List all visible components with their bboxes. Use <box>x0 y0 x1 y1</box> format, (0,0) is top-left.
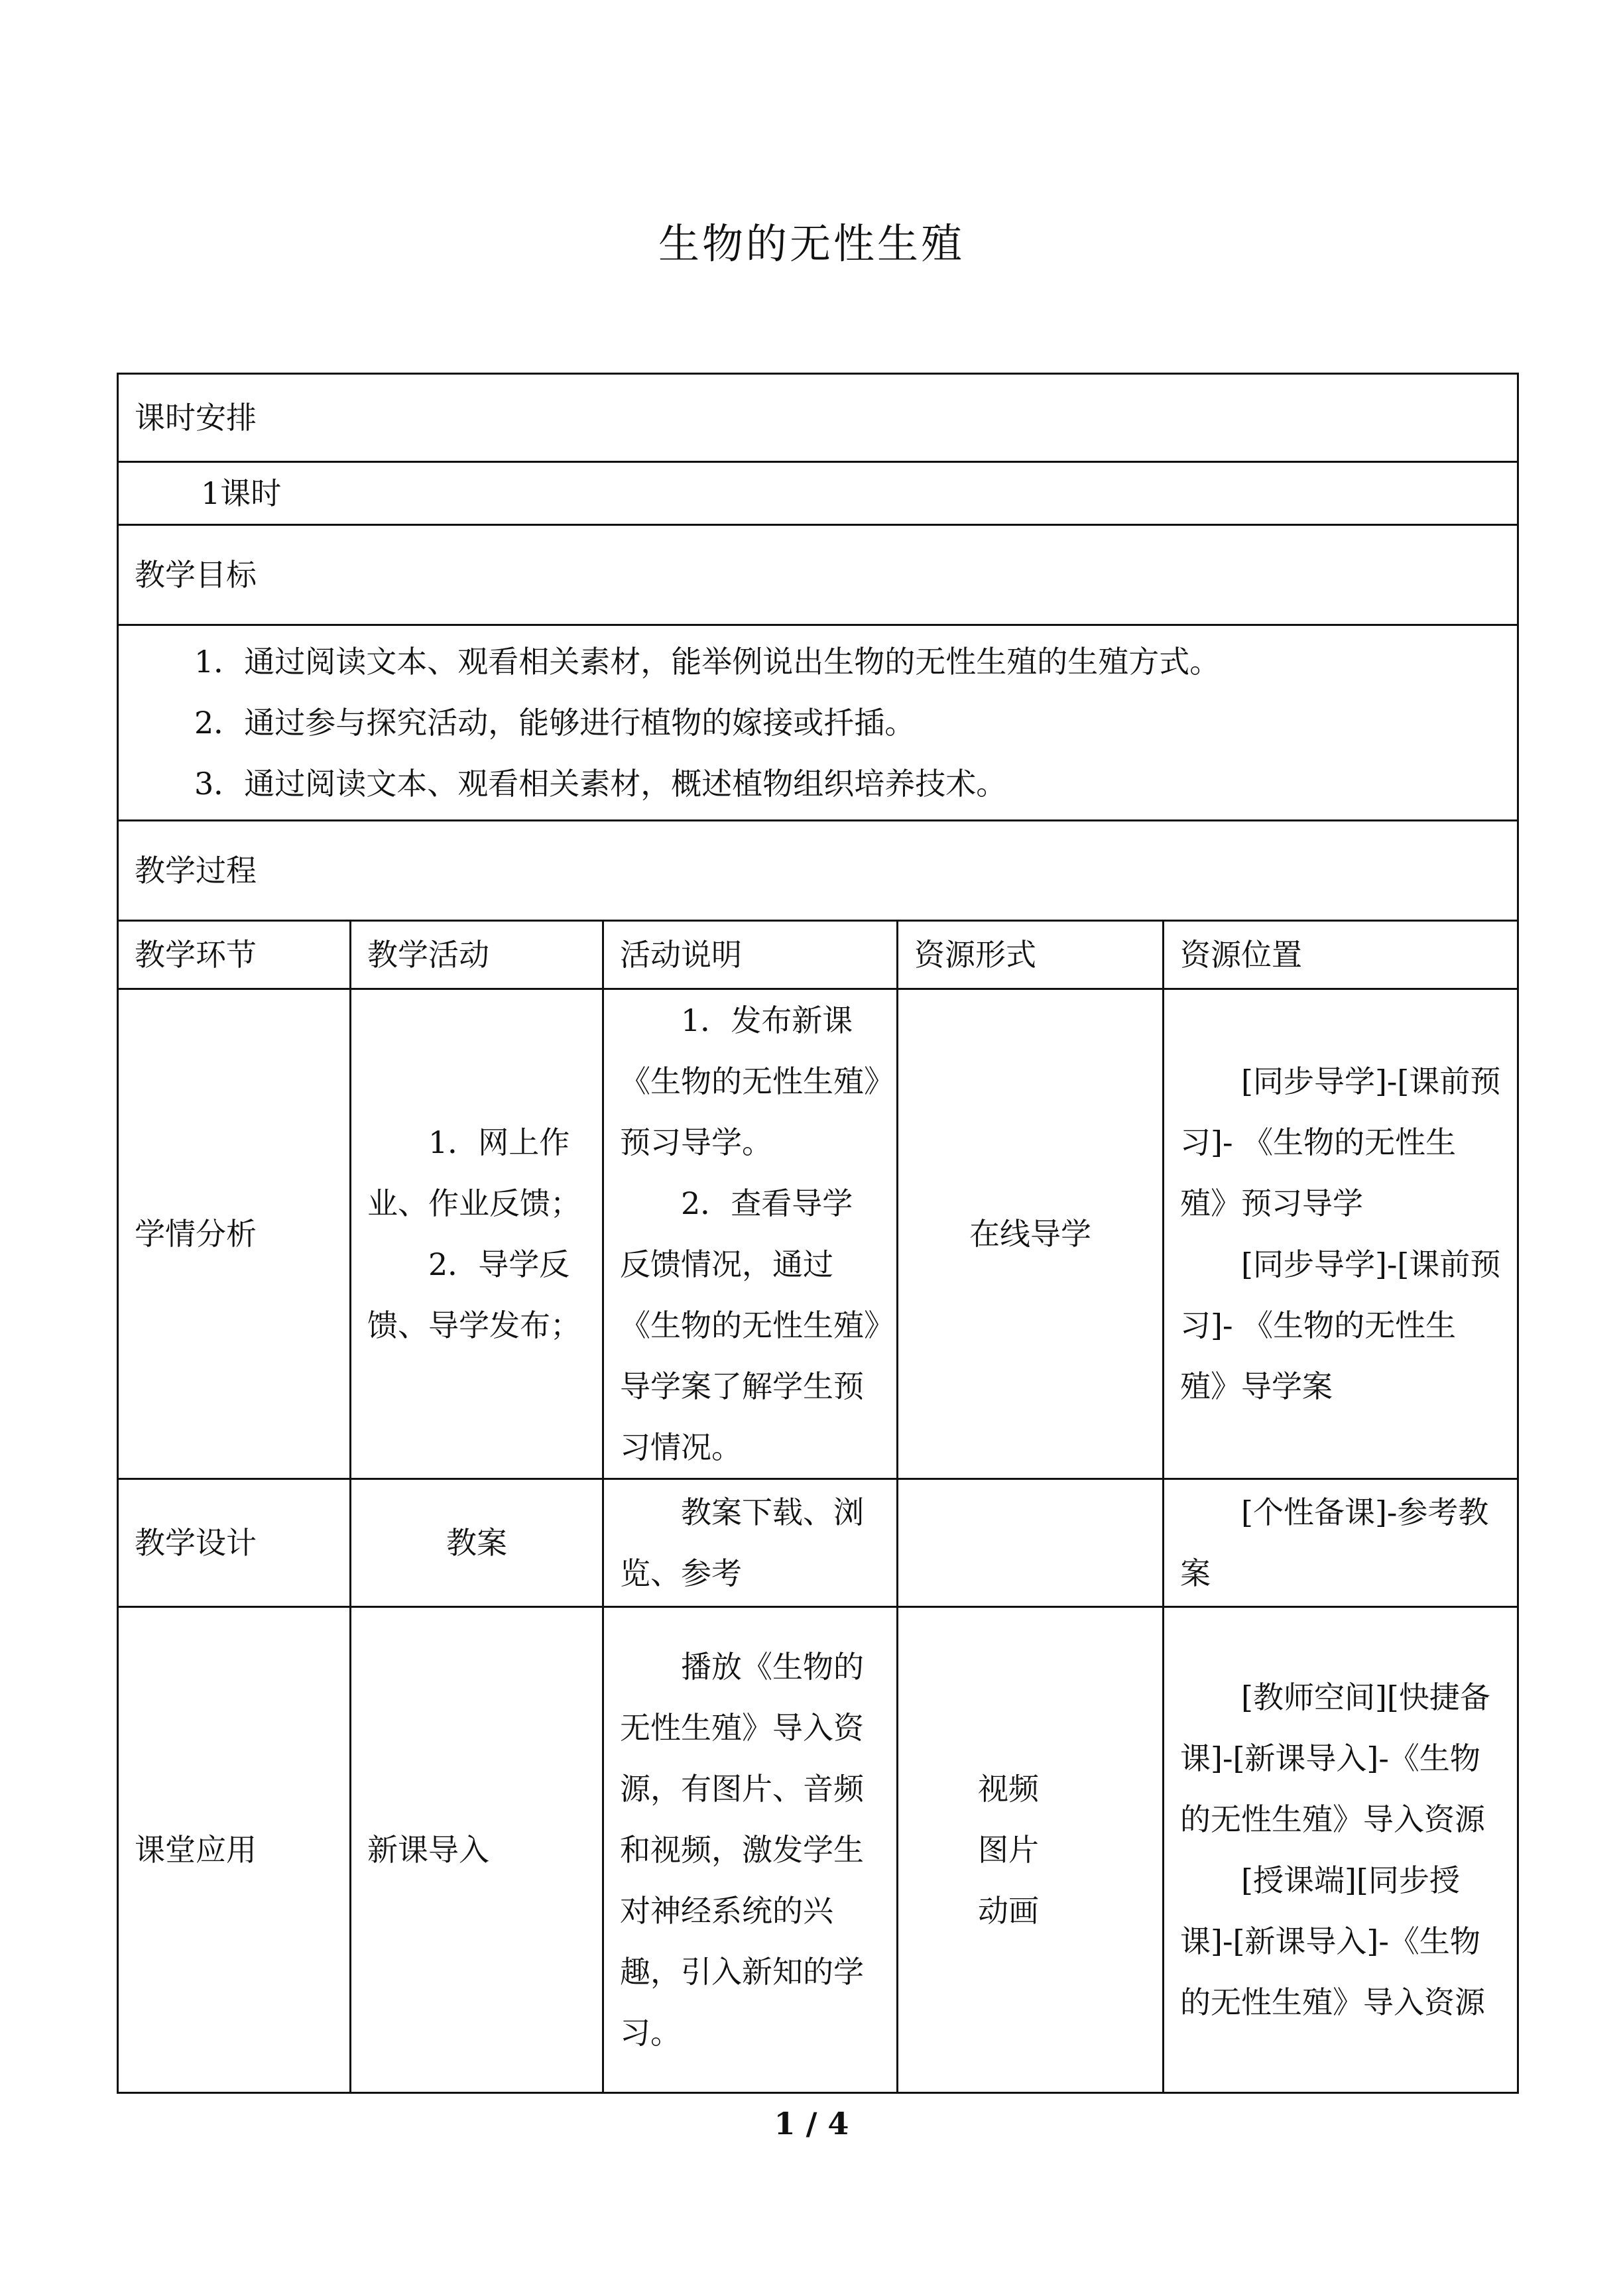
schedule-content: 1课时 <box>118 462 1518 525</box>
activity-cell <box>351 989 603 1479</box>
description-line: 播放《生物的无性生殖》导入资源，有图片、音频和视频，激发学生对神经系统的兴趣，引入新知的学习。 <box>620 1649 864 2051</box>
activity-cell <box>351 1607 603 2093</box>
column-header: 资源形式 <box>898 921 1164 989</box>
process-heading: 教学过程 <box>118 821 1518 921</box>
process-heading-row <box>118 821 1518 921</box>
goal-item: 2．通过参与探究活动，能够进行植物的嫁接或扦插。 <box>194 705 916 741</box>
activity-line: 1．网上作业、作业反馈； <box>367 1124 581 1221</box>
lesson-plan-table <box>117 373 1519 2094</box>
location-line: [个性备课]-参考教案 <box>1180 1494 1489 1591</box>
description-line: 1．发布新课《生物的无性生殖》预习导学。 <box>620 1002 879 1160</box>
description-line: 2．查看导学反馈情况，通过《生物的无性生殖》导学案了解学生预习情况。 <box>620 1185 879 1465</box>
description-line: 教案下载、浏览、参考 <box>620 1494 864 1591</box>
description-cell <box>603 989 898 1479</box>
column-header-row <box>118 921 1518 989</box>
column-header: 资源位置 <box>1164 921 1518 989</box>
page-indicator: 1 / 4 <box>774 2106 849 2142</box>
table-row <box>118 1479 1518 1607</box>
location-line: [同步导学]-[课前预习]- 《生物的无性生殖》导学案 <box>1180 1246 1501 1404</box>
page-title: 生物的无性生殖 <box>658 219 965 268</box>
format-line: 动画 <box>978 1893 1039 1929</box>
goals-content-row <box>118 625 1518 821</box>
format-cell <box>898 1479 1164 1607</box>
activity-line: 2．导学反馈、导学发布； <box>367 1246 581 1343</box>
location-cell <box>1164 989 1518 1479</box>
stage-cell: 教学设计 <box>118 1479 351 1607</box>
format-line: 在线导学 <box>969 1216 1091 1252</box>
column-header: 教学活动 <box>351 921 603 989</box>
schedule-content-row <box>118 462 1518 525</box>
goals-list <box>118 625 1518 821</box>
location-cell <box>1164 1607 1518 2093</box>
goal-item: 3．通过阅读文本、观看相关素材，概述植物组织培养技术。 <box>194 766 1007 802</box>
location-line: [同步导学]-[课前预习]- 《生物的无性生殖》预习导学 <box>1180 1063 1501 1221</box>
activity-line: 教案 <box>446 1525 507 1561</box>
column-header: 活动说明 <box>603 921 898 989</box>
format-cell <box>898 989 1164 1479</box>
format-line: 图片 <box>978 1832 1039 1868</box>
goals-heading: 教学目标 <box>118 525 1518 625</box>
goals-heading-row <box>118 525 1518 625</box>
goal-item: 1．通过阅读文本、观看相关素材，能举例说出生物的无性生殖的生殖方式。 <box>194 644 1221 680</box>
table-row <box>118 1607 1518 2093</box>
activity-line: 新课导入 <box>367 1832 489 1868</box>
location-line: [教师空间][快捷备课]-[新课导入]-《生物的无性生殖》导入资源 <box>1180 1679 1490 1837</box>
schedule-heading-row <box>118 374 1518 462</box>
description-cell <box>603 1607 898 2093</box>
format-line: 视频 <box>978 1771 1039 1807</box>
stage-cell: 学情分析 <box>118 989 351 1479</box>
table-row <box>118 989 1518 1479</box>
schedule-heading: 课时安排 <box>118 374 1518 462</box>
location-cell <box>1164 1479 1518 1607</box>
location-line: [授课端][同步授课]-[新课导入]-《生物的无性生殖》导入资源 <box>1180 1862 1485 2020</box>
format-cell <box>898 1607 1164 2093</box>
activity-cell <box>351 1479 603 1607</box>
column-header: 教学环节 <box>118 921 351 989</box>
description-cell <box>603 1479 898 1607</box>
stage-cell: 课堂应用 <box>118 1607 351 2093</box>
